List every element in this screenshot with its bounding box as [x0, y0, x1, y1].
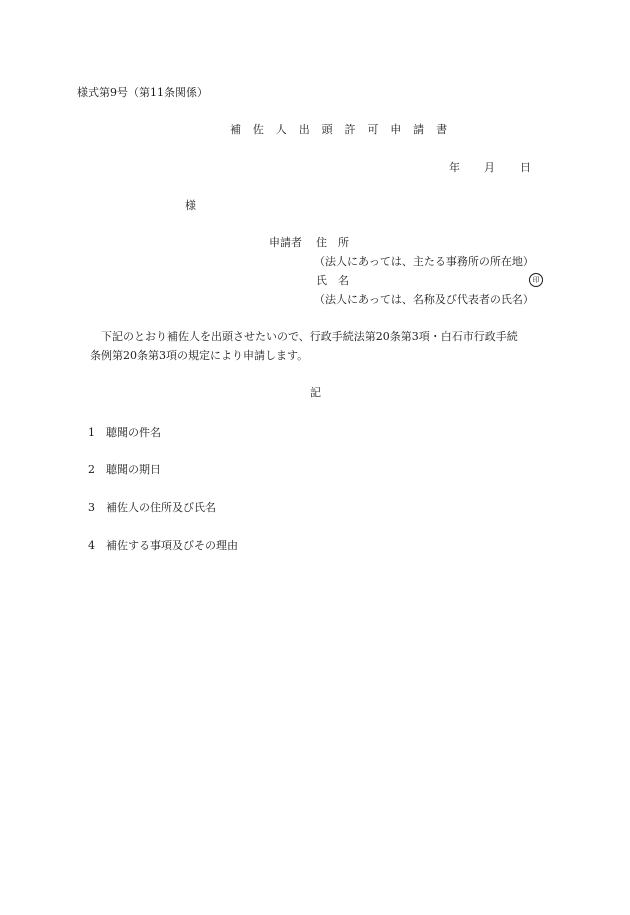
- body-line-1: 下記のとおり補佐人を出頭させたいので、行政手続法第20条第3項・白石市行政手続: [101, 330, 518, 343]
- list-item: [88, 501, 216, 515]
- name-note: （法人にあっては、名称及び代表者の氏名）: [314, 293, 534, 306]
- list-item: [88, 463, 161, 477]
- item-number: 1: [88, 426, 95, 439]
- item-number: 4: [88, 539, 95, 552]
- applicant-label: 申請者: [269, 236, 302, 249]
- ki-heading: 記: [310, 386, 321, 399]
- body-line-2: 条例第20条第3項の規定により申請します。: [90, 349, 309, 362]
- item-text: 補佐する事項及びその理由: [106, 539, 238, 552]
- item-text: 補佐人の住所及び氏名: [106, 501, 216, 514]
- item-text: 聴聞の期日: [106, 463, 161, 476]
- list-item: [88, 539, 238, 553]
- date-month: 月: [484, 161, 495, 174]
- date-year: 年: [449, 161, 460, 174]
- item-number: 3: [88, 501, 95, 514]
- name-label: 氏 名: [316, 274, 349, 287]
- seal-mark: 印: [529, 273, 543, 287]
- item-text: 聴聞の件名: [106, 426, 161, 439]
- form-label: 様式第9号（第11条関係）: [77, 86, 208, 99]
- list-item: [88, 426, 161, 440]
- item-number: 2: [88, 463, 95, 476]
- address-label: 住 所: [316, 236, 349, 249]
- addressee-suffix: 様: [185, 199, 196, 212]
- date-day: 日: [520, 161, 531, 174]
- address-note: （法人にあっては、主たる事務所の所在地）: [314, 255, 534, 268]
- document-title: 補 佐 人 出 頭 許 可 申 請 書: [230, 123, 452, 136]
